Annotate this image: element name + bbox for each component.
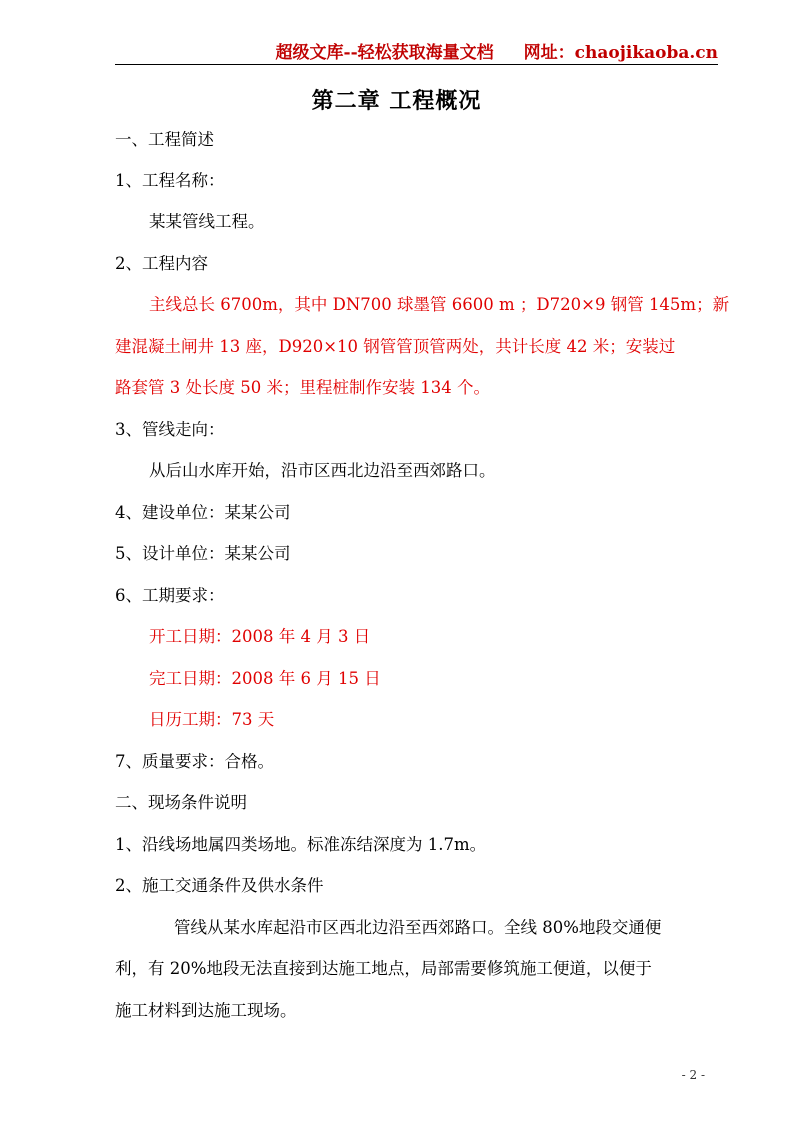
item-text-red: 日历工期：73 天 (149, 710, 275, 729)
item-heading: 2、工程内容 (115, 254, 208, 273)
item-text-red: 建混凝土闸井 13 座，D920×10 钢管管顶管两处，共计长度 42 米；安装过 (115, 337, 676, 356)
item-heading: 2、施工交通条件及供水条件 (115, 876, 324, 895)
item-heading: 6、工期要求： (115, 586, 225, 605)
item-heading: 1、沿线场地属四类场地。标准冻结深度为 1.7m。 (115, 835, 487, 854)
item-heading: 5、设计单位：某某公司 (115, 544, 291, 563)
item-text-red: 开工日期：2008 年 4 月 3 日 (149, 627, 371, 646)
item-text: 利，有 20%地段无法直接到达施工地点，局部需要修筑施工便道，以便于 (115, 959, 652, 978)
page-title: 第二章 工程概况 (311, 88, 482, 114)
page-number: - 2 - (681, 1068, 705, 1082)
item-text-red: 路套管 3 处长度 50 米；里程桩制作安装 134 个。 (115, 378, 490, 397)
item-text: 某某管线工程。 (149, 212, 265, 231)
item-text: 施工材料到达施工现场。 (115, 1001, 297, 1020)
item-text-red: 主线总长 6700m，其中 DN700 球墨管 6600 m ；D720×9 钢管 145m；新 (149, 295, 730, 314)
item-text-red: 完工日期：2008 年 6 月 15 日 (149, 669, 381, 688)
item-heading: 3、管线走向： (115, 420, 225, 439)
header-divider (115, 64, 718, 65)
item-heading: 4、建设单位：某某公司 (115, 503, 291, 522)
section-heading: 一、工程简述 (115, 130, 214, 149)
header-brand: 超级文库--轻松获取海量文档 (275, 43, 494, 63)
page-header (115, 38, 718, 64)
item-text: 管线从某水库起沿市区西北边沿至西郊路口。全线 80%地段交通便 (174, 918, 662, 937)
item-text: 从后山水库开始，沿市区西北边沿至西郊路口。 (149, 461, 496, 480)
item-heading: 1、工程名称： (115, 171, 225, 190)
header-site[interactable]: 网址：chaojikaoba.cn (523, 43, 718, 63)
section-heading: 二、现场条件说明 (115, 793, 247, 812)
item-heading: 7、质量要求：合格。 (115, 752, 274, 771)
